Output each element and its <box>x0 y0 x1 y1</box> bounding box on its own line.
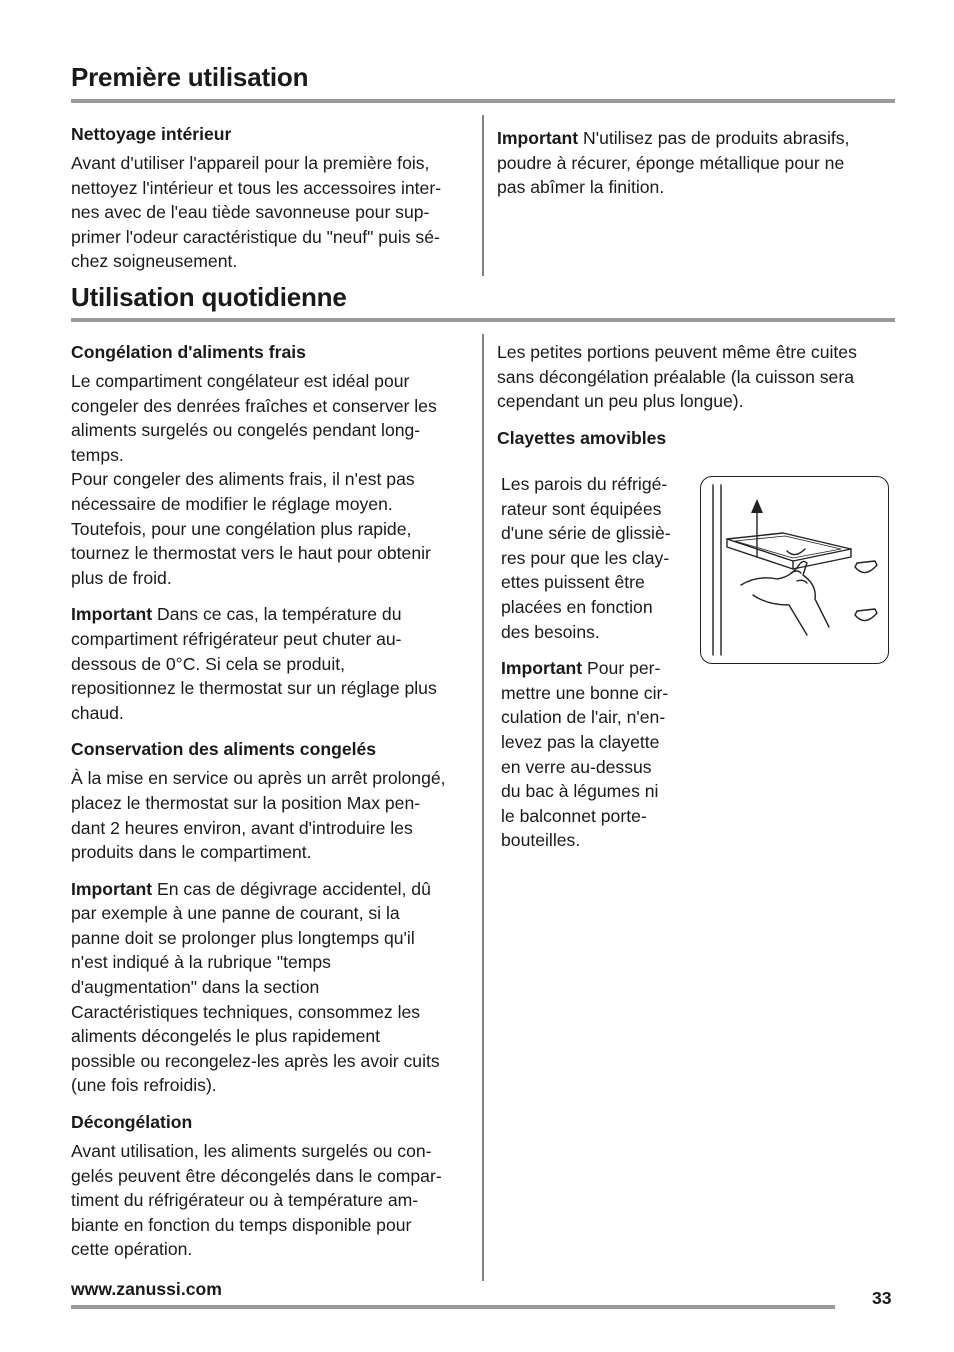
page-number: 33 <box>872 1288 892 1308</box>
important-text: Dans ce cas, la température du compartiment réfrigérateur peut chuter au- dessous de 0°C. Si cela se produit, repositionnez le thermostat sur un réglage plus chaud. <box>71 604 437 723</box>
thawing-heading: Décongélation <box>71 1112 193 1133</box>
section-divider <box>71 99 895 103</box>
important-text: En cas de dégivrage accidentel, dû par exemple à une panne de courant, si la panne doit se prolonger plus longtemps qu'il n'est indiqué à la rubrique "temps d'augmentation" dans la section Caractéristiques techniques, consommez les aliments décongelés le plus rapidement possible ou recongelez-les après les avoir cuits (une fois refroidis). <box>71 878 440 1096</box>
cleaning-text: Avant d'utiliser l'appareil pour la première fois, nettoyez l'intérieur et tous les accessoires inter- nes avec de l'eau tiède savonneuse pour sup- primer l'odeur caractéristique du "neuf" puis sé- chez soigneusement. <box>71 153 442 272</box>
footer-website: www.zanussi.com <box>71 1279 222 1299</box>
freezing-text: Le compartiment congélateur est idéal pour congeler des denrées fraîches et conserver les aliments surgelés ou congelés pendant long- temps. Pour congeler des aliments frais, il n'est pas nécessaire de modifier le réglage moyen. Toutefois, pour une congélation plus rapide, tournez le thermostat vers le haut pour obtenir plus de froid. <box>71 371 437 588</box>
cleaning-column <box>71 122 471 286</box>
thawing-text: Avant utilisation, les aliments surgelés ou con- gelés peuvent être décongelés dans le compar- timent du réfrigérateur ou à température am- biante en fonction du temps disponible pour cette opération. <box>71 1141 442 1260</box>
storage-heading: Conservation des aliments congelés <box>71 739 377 760</box>
important-label: Important <box>497 128 579 148</box>
shelf-drawing <box>701 477 888 663</box>
shelves-column <box>501 472 691 865</box>
important-paragraph <box>501 656 691 853</box>
important-text: N'utilisez pas de produits abrasifs, poudre à récurer, éponge métallique pour ne pas abîmer la finition. <box>497 128 850 198</box>
footer-divider <box>71 1305 835 1309</box>
arrow-head <box>751 499 763 513</box>
section-title-premiere-utilisation: Première utilisation <box>71 62 309 92</box>
important-text: Pour per- mettre une bonne cir- culation de l'air, n'en- levez pas la clayette en verre au-dessus du bac à légumes ni le balconnet porte- bouteilles. <box>501 658 669 851</box>
column-divider <box>482 115 484 276</box>
important-label: Important <box>501 658 583 679</box>
section-divider <box>71 318 895 322</box>
abrasives-warning <box>497 126 897 212</box>
removable-shelf-illustration <box>700 476 889 664</box>
left-column <box>71 340 476 1274</box>
section-title-utilisation-quotidienne: Utilisation quotidienne <box>71 282 347 312</box>
cleaning-heading: Nettoyage intérieur <box>71 124 232 144</box>
important-label: Important <box>71 604 153 625</box>
column-divider <box>482 334 484 1281</box>
freezing-heading: Congélation d'aliments frais <box>71 342 306 362</box>
small-portions-text: Les petites portions peuvent même être cuites sans décongélation préalable (la cuisson sera cependant un peu plus longue). <box>497 342 857 412</box>
important-paragraph <box>497 126 897 200</box>
important-label: Important <box>71 878 153 899</box>
shelves-heading: Clayettes amovibles <box>497 427 667 448</box>
important-paragraph <box>71 877 476 1098</box>
right-column <box>497 340 897 455</box>
storage-text: À la mise en service ou après un arrêt prolongé, placez le thermostat sur la position Max pen- dant 2 heures environ, avant d'introduire les produits dans le compartiment. <box>71 768 446 863</box>
shelves-text: Les parois du réfrigé- rateur sont équipées d'une série de glissiè- res pour que les clay- ettes puissent être placées en fonction des besoins. <box>501 474 671 642</box>
important-paragraph <box>71 602 476 725</box>
